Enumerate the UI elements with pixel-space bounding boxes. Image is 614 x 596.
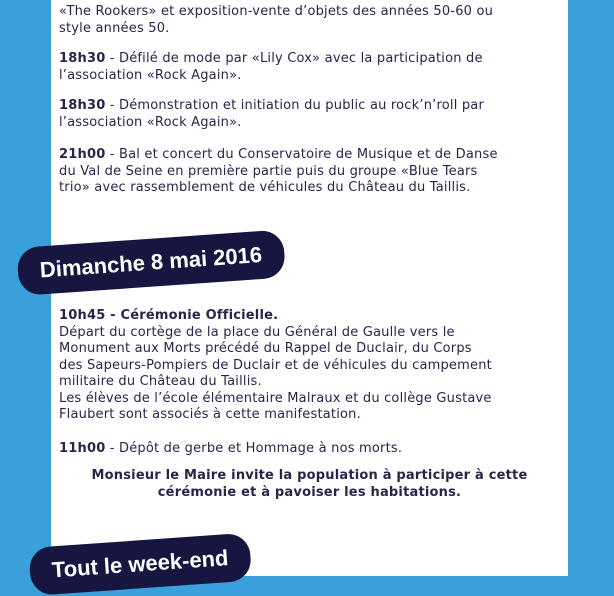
event-ceremony xyxy=(59,308,559,424)
event-text: trio» avec rassemblement de véhicules du Château du Taillis. xyxy=(59,180,471,195)
event-text: du Val de Seine en première partie puis du groupe «Blue Tears xyxy=(59,163,478,179)
event-text: l’association «Rock Again». xyxy=(59,114,242,130)
sunday-heading: Dimanche 8 mai 2016 xyxy=(39,241,263,283)
weekend-heading: Tout le week-end xyxy=(51,545,230,583)
event-text: Flaubert sont associés à cette manifestation. xyxy=(59,407,361,422)
event-time: 21h00 xyxy=(59,147,106,162)
event-text: Monument aux Morts précédé du Rappel de Duclair, du Corps xyxy=(59,341,472,356)
event-time: 18h30 xyxy=(59,51,106,66)
event-text: militaire du Château du Taillis. xyxy=(59,374,262,389)
event-text: Les élèves de l’école élémentaire Malraux et du collège Gustave xyxy=(59,390,492,406)
event-rock-demo xyxy=(59,98,559,131)
event-wreath xyxy=(59,441,559,458)
event-time: 10h45 xyxy=(59,308,106,323)
event-text: - Démonstration et initiation du public au rock’n’roll par xyxy=(105,98,485,113)
intro-line: «The Rookers» et exposition-vente d’objets des années 50-60 ou xyxy=(59,4,494,19)
mayor-notice xyxy=(51,467,568,501)
intro-line: style années 50. xyxy=(59,20,170,36)
event-text: l’association «Rock Again». xyxy=(59,67,242,83)
event-fashion-show xyxy=(59,51,559,84)
event-time: 11h00 xyxy=(59,441,106,456)
notice-line: Monsieur le Maire invite la population à participer à cette xyxy=(91,468,528,483)
event-ball-concert xyxy=(59,147,559,197)
event-text: - Défilé de mode par «Lily Cox» avec la participation de xyxy=(105,51,483,66)
event-time: 18h30 xyxy=(59,98,106,113)
intro-paragraph xyxy=(59,4,559,37)
notice-line: cérémonie et à pavoiser les habitations. xyxy=(157,485,462,500)
event-text: - Bal et concert du Conservatoire de Musique et de Danse xyxy=(105,147,498,162)
event-text: des Sapeurs-Pompiers de Duclair et de véhicules du campement xyxy=(59,357,492,373)
event-text: Départ du cortège de la place du Général de Gaulle vers le xyxy=(59,324,455,340)
event-title: - Cérémonie Officielle. xyxy=(105,308,279,323)
event-text: - Dépôt de gerbe et Hommage à nos morts. xyxy=(105,441,403,456)
